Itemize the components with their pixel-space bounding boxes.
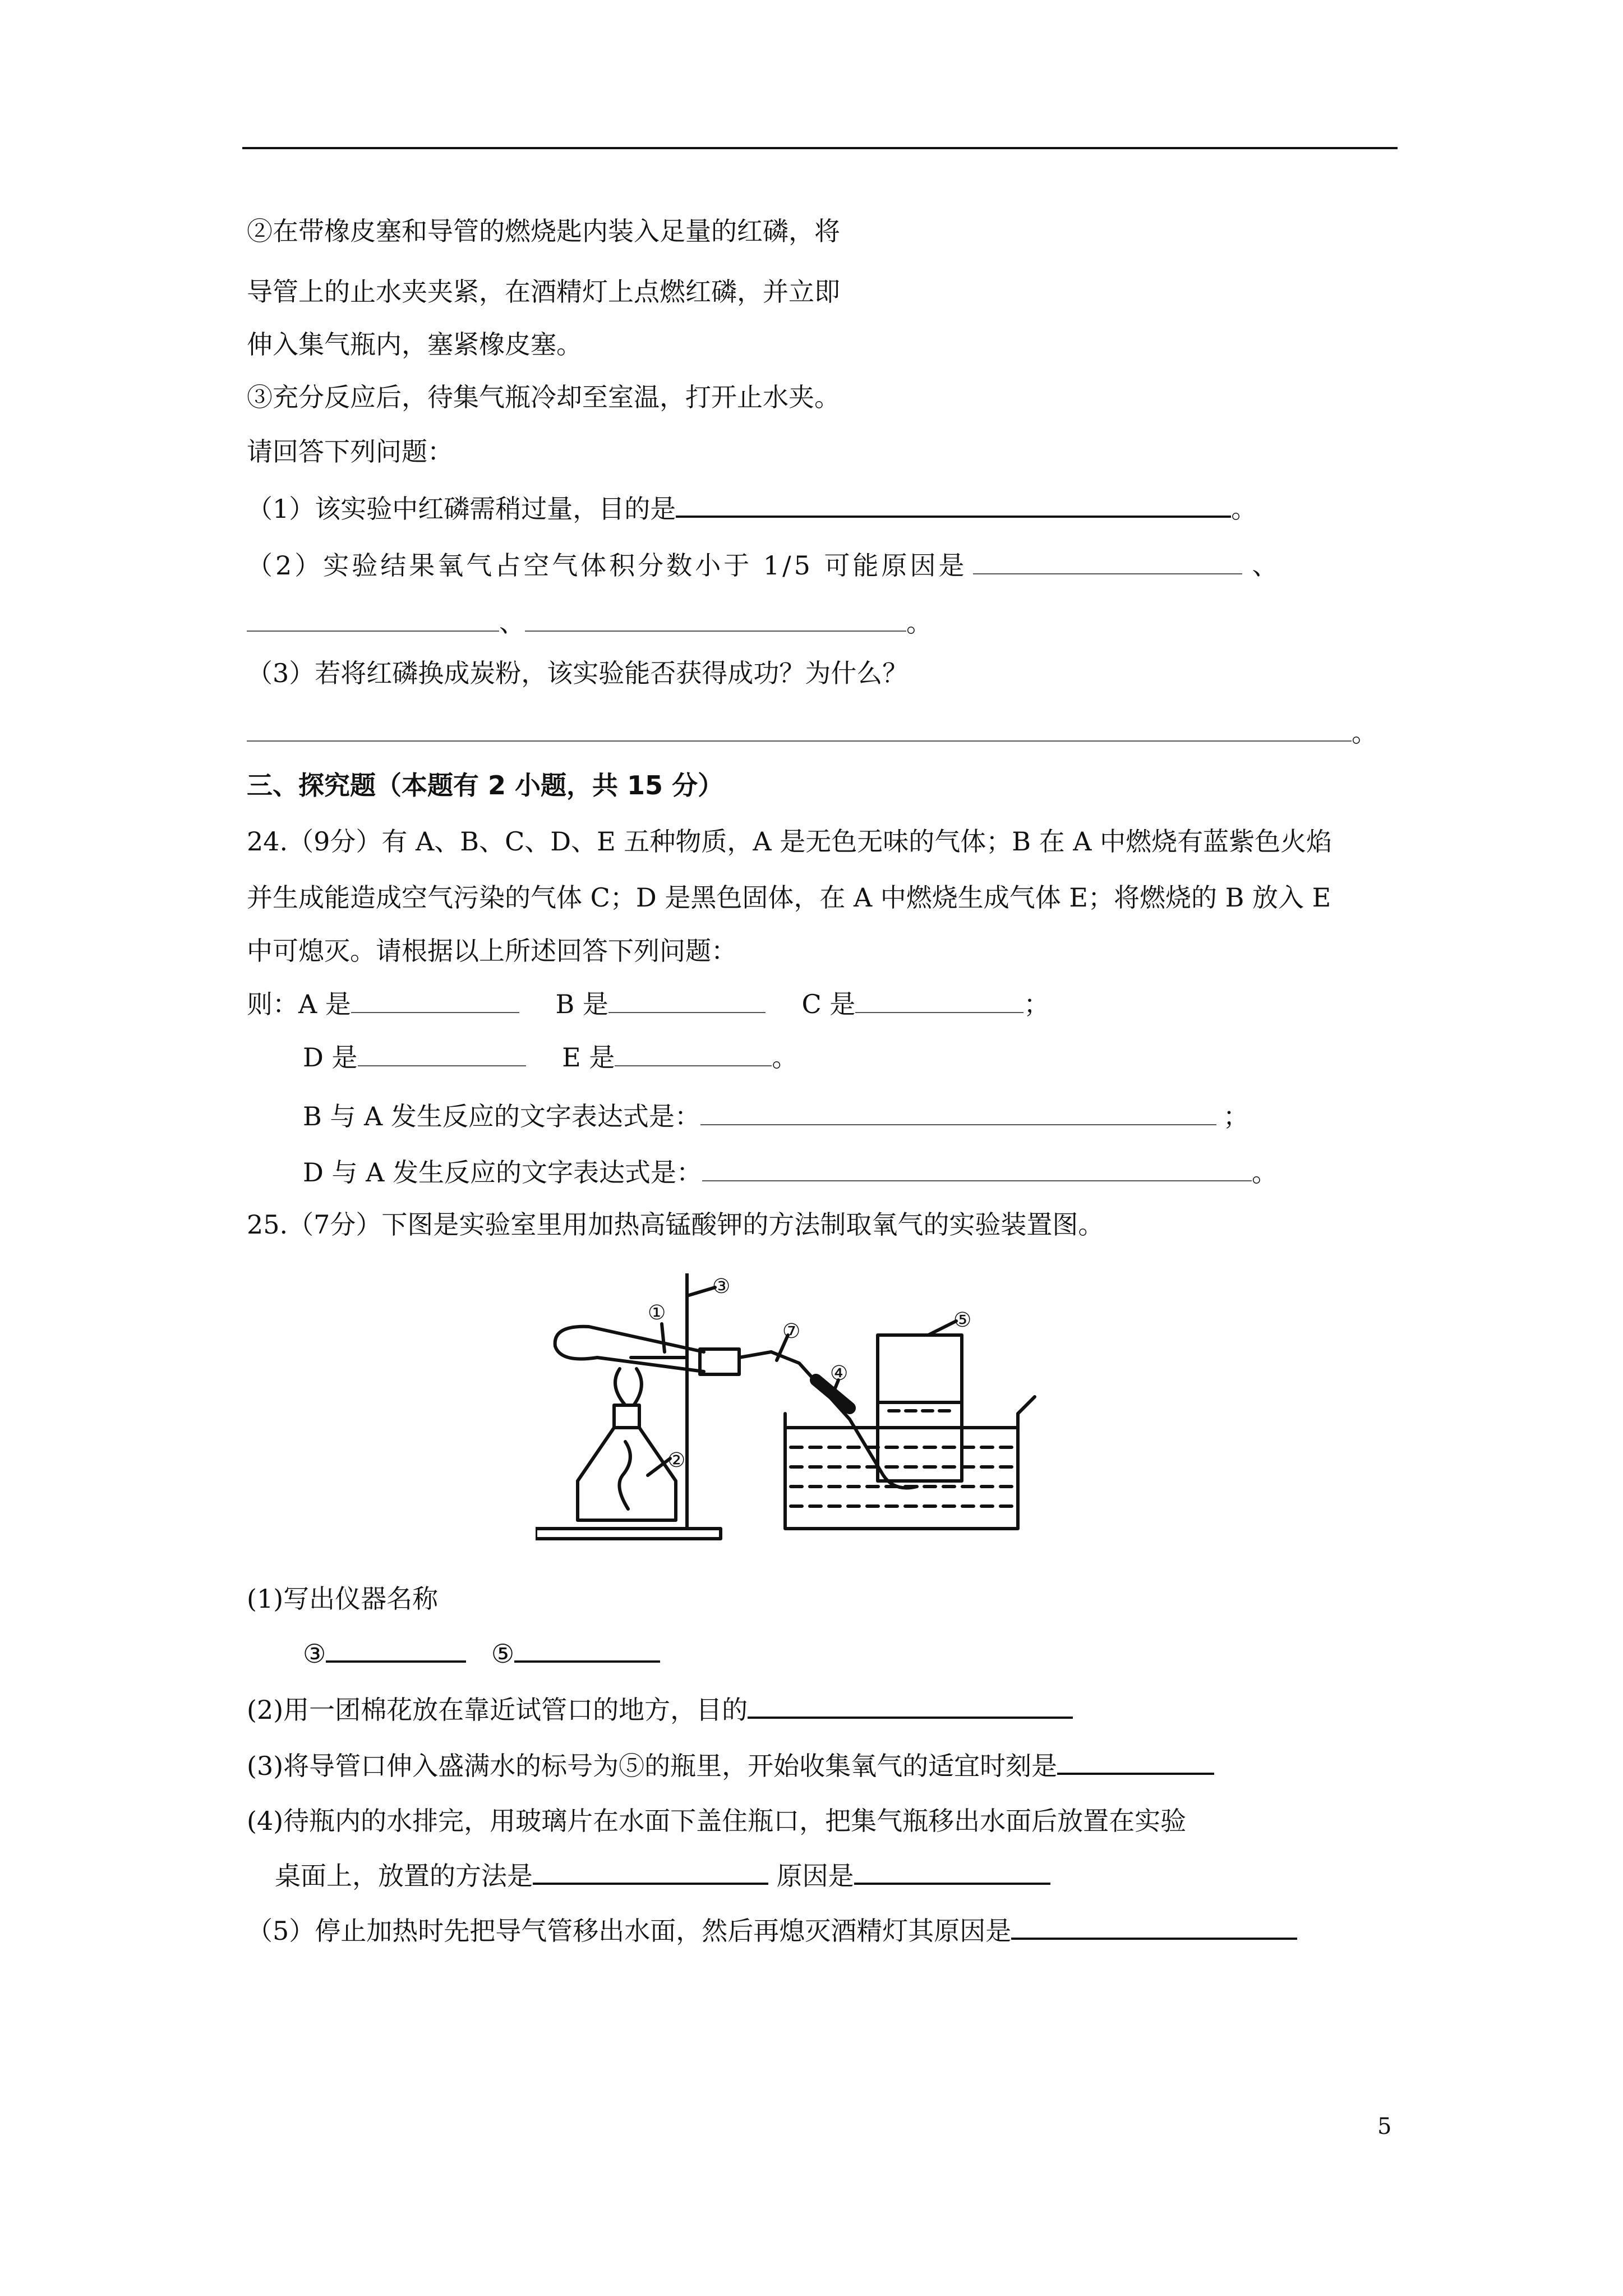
- gas-bottle: [878, 1335, 962, 1481]
- text-line: 并生成能造成空气污染的气体 C；D 是黑色固体，在 A 中燃烧生成气体 E；将燃烧的 B 放入 E: [247, 882, 1331, 913]
- sub-question-2: (2)用一团棉花放在靠近试管口的地方，目的: [247, 1693, 1073, 1727]
- sub-question-4: (4)待瓶内的水排完，用玻璃片在水面下盖住瓶口，把集气瓶移出水面后放置在实验: [247, 1806, 1187, 1836]
- figure-label-4: ④: [830, 1362, 849, 1385]
- question-3-answer: 。: [247, 716, 1377, 749]
- question-2-cont: 、 。: [247, 606, 932, 639]
- header-rule: [242, 147, 1398, 149]
- sub-question-1: (1)写出仪器名称: [247, 1584, 439, 1614]
- answer-blank[interactable]: [351, 992, 519, 1013]
- text-line: 中可熄灭。请根据以上所述回答下列问题：: [247, 936, 737, 966]
- answer-blank[interactable]: [533, 1862, 768, 1885]
- question-1: （1）该实验中红磷需稍过量，目的是 。: [247, 494, 1257, 524]
- answer-blank[interactable]: [514, 1640, 660, 1663]
- answer-blank[interactable]: [748, 1696, 1073, 1719]
- answer-blank[interactable]: [247, 720, 1127, 742]
- answer-blank[interactable]: [1127, 720, 1352, 742]
- figure-label-2: ②: [667, 1449, 686, 1472]
- figure-label-5: ⑤: [953, 1309, 972, 1332]
- text-line: ②在带橡皮塞和导管的燃烧匙内装入足量的红磷，将: [247, 216, 840, 246]
- answer-blank[interactable]: [608, 992, 766, 1013]
- answer-blank[interactable]: [854, 1862, 1050, 1885]
- sub-question-1-answers: ③ ⑤: [303, 1637, 660, 1671]
- text-line: 请回答下列问题：: [247, 436, 453, 467]
- answer-blank[interactable]: [1011, 1917, 1297, 1940]
- question-2: （2）实验结果氧气占空气体积分数小于 1/5 可能原因是 、: [247, 550, 1278, 581]
- question-3: （3）若将红磷换成炭粉，该实验能否获得成功？为什么？: [247, 658, 909, 688]
- answer-blank[interactable]: [973, 553, 1242, 574]
- answer-blank[interactable]: [247, 610, 499, 632]
- answer-blank[interactable]: [326, 1640, 466, 1663]
- figure-label-3: ③: [712, 1275, 731, 1298]
- answer-blank[interactable]: [700, 1104, 1216, 1125]
- text-line: ③充分反应后，待集气瓶冷却至室温，打开止水夹。: [247, 382, 840, 412]
- sub-question-5: （5）停止加热时先把导气管移出水面，然后再熄灭酒精灯其原因是: [247, 1914, 1297, 1948]
- answer-blank[interactable]: [615, 1045, 772, 1066]
- answer-row-2: D 是 E 是 。: [303, 1042, 798, 1073]
- answer-blank[interactable]: [855, 992, 1023, 1013]
- text-line: 导管上的止水夹夹紧，在酒精灯上点燃红磷，并立即: [247, 277, 840, 307]
- answer-blank[interactable]: [1057, 1752, 1214, 1775]
- sub-question-3: (3)将导管口伸入盛满水的标号为⑤的瓶里，开始收集氧气的适宜时刻是: [247, 1749, 1214, 1783]
- wick: [619, 1442, 630, 1509]
- stand-base: [536, 1529, 721, 1539]
- rubber-stopper: [700, 1349, 739, 1374]
- section-heading: 三、探究题（本题有 2 小题，共 15 分）: [247, 770, 724, 800]
- figure-label-7: ⑦: [782, 1320, 801, 1343]
- flame: [615, 1369, 642, 1405]
- oxygen-apparatus-figure: [536, 1273, 1074, 1545]
- text-line: 伸入集气瓶内，塞紧橡皮塞。: [247, 329, 582, 360]
- answer-blank[interactable]: [358, 1045, 526, 1066]
- text-line: 25.（7分）下图是实验室里用加热高锰酸钾的方法制取氧气的实验装置图。: [247, 1209, 1104, 1240]
- answer-row-1: 则：A 是 B 是 C 是 ；: [247, 989, 1050, 1019]
- answer-blank[interactable]: [676, 495, 1231, 518]
- answer-blank[interactable]: [525, 610, 906, 632]
- expression-da: D 与 A 发生反应的文字表达式是： 。: [303, 1157, 1278, 1188]
- sub-question-4-cont: 桌面上，放置的方法是 原因是: [275, 1859, 1050, 1893]
- test-tube: [555, 1327, 704, 1372]
- page-number: 5: [1377, 2114, 1392, 2139]
- expression-ba: B 与 A 发生反应的文字表达式是： ；: [303, 1101, 1249, 1131]
- figure-label-1: ①: [648, 1301, 666, 1324]
- answer-blank[interactable]: [702, 1160, 1252, 1181]
- text-line: 24.（9分）有 A、B、C、D、E 五种物质，A 是无色无味的气体；B 在 A 中燃烧有蓝紫色火焰: [247, 826, 1332, 857]
- lamp-neck: [614, 1405, 639, 1428]
- water-trough: [785, 1414, 1018, 1529]
- connector: [739, 1352, 771, 1358]
- clamp-arm: [631, 1352, 687, 1358]
